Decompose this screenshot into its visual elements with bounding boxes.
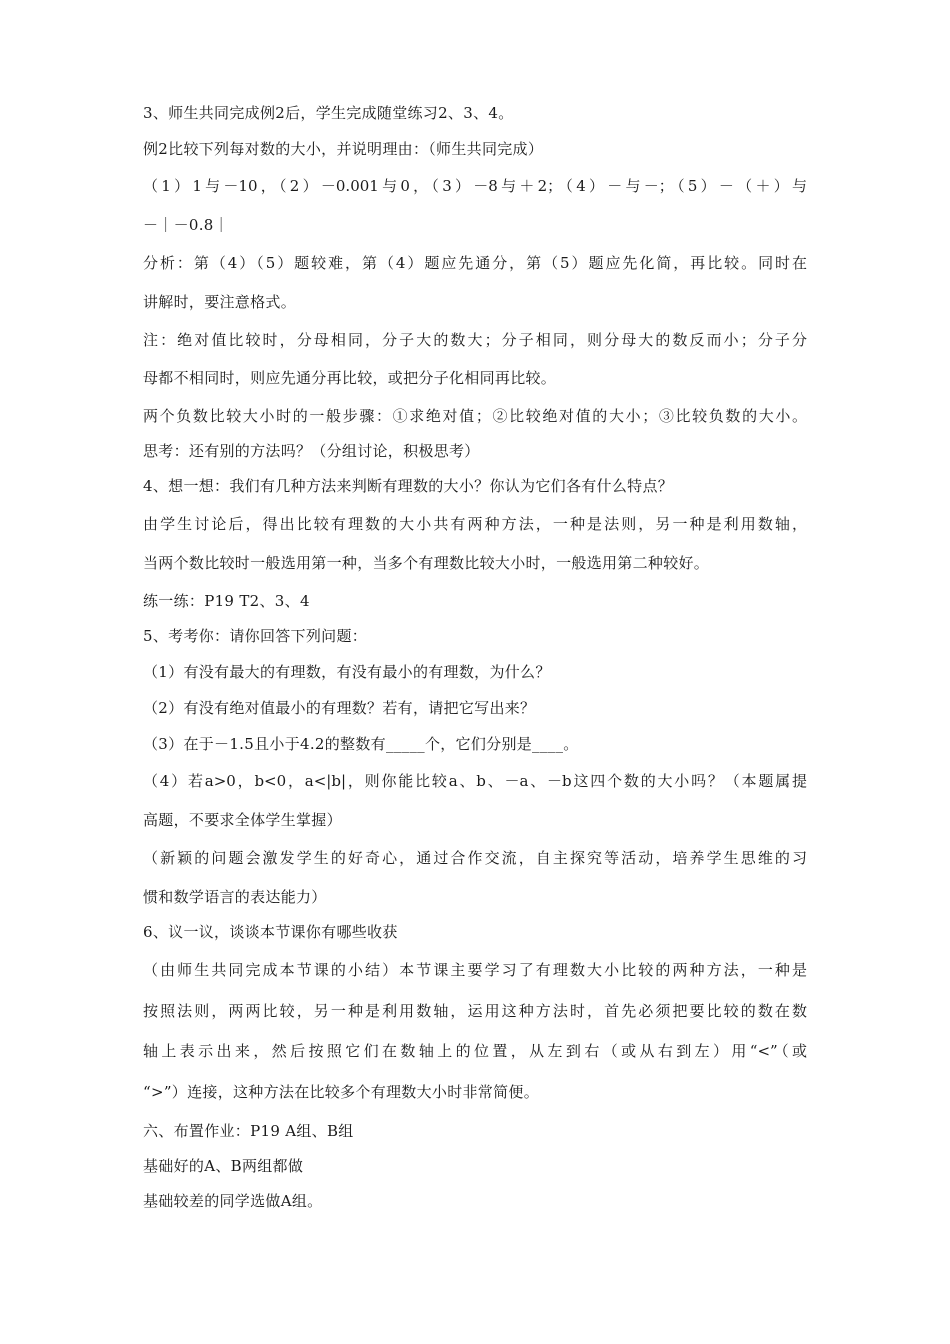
text-line: 例2比较下列每对数的大小，并说明理由：（师生共同完成） xyxy=(143,140,544,158)
text-line: 分析：第（4）（5）题较难，第（4）题应先通分，第（5）题应先化简，再比较。同时在 xyxy=(143,254,807,272)
text-line: 基础好的A、B两组都做 xyxy=(143,1157,304,1175)
text-line: 两个负数比较大小时的一般步骤：①求绝对值；②比较绝对值的大小；③比较负数的大小。 xyxy=(143,407,807,425)
text-line: 3、师生共同完成例2后，学生完成随堂练习2、3、4。 xyxy=(143,104,514,122)
text-line: 练一练：P19 T2、3、4 xyxy=(143,592,310,610)
text-line: 4、想一想：我们有几种方法来判断有理数的大小？你认为它们各有什么特点？ xyxy=(143,477,674,495)
text-line: 讲解时，要注意格式。 xyxy=(143,293,297,311)
text-line: 基础较差的同学选做A组。 xyxy=(143,1192,323,1210)
text-line: 注：绝对值比较时，分母相同，分子大的数大；分子相同，则分母大的数反而小；分子分 xyxy=(143,331,807,349)
text-line: 由学生讨论后，得出比较有理数的大小共有两种方法，一种是法则，另一种是利用数轴， xyxy=(143,515,807,533)
text-line: 轴上表示出来，然后按照它们在数轴上的位置，从左到右（或从右到左）用“<”（或 xyxy=(143,1042,807,1060)
text-line: （1）1与－10，（2）－0.001与0，（3）－8与＋2；（4）－与－；（5）－（＋）与 xyxy=(143,177,807,195)
text-line: 思考：还有别的方法吗？（分组讨论，积极思考） xyxy=(143,442,480,460)
text-line: 高题，不要求全体学生掌握） xyxy=(143,811,342,829)
text-line: （新颖的问题会激发学生的好奇心，通过合作交流，自主探究等活动，培养学生思维的习 xyxy=(143,849,807,867)
text-line: （3）在于－1.5且小于4.2的整数有_____个，它们分别是____。 xyxy=(143,735,579,753)
text-line: 六、布置作业：P19 A组、B组 xyxy=(143,1122,354,1140)
text-line: 5、考考你：请你回答下列问题： xyxy=(143,627,368,645)
text-line: （1）有没有最大的有理数，有没有最小的有理数，为什么？ xyxy=(143,663,551,681)
text-line: 6、议一议，谈谈本节课你有哪些收获 xyxy=(143,923,398,941)
text-line: （由师生共同完成本节课的小结）本节课主要学习了有理数大小比较的两种方法，一种是 xyxy=(143,961,807,979)
text-line: 按照法则，两两比较，另一种是利用数轴，运用这种方法时，首先必须把要比较的数在数 xyxy=(143,1002,807,1020)
text-line: （4）若a>0，b<0，a<|b|，则你能比较a、b、－a、－b这四个数的大小吗？（本题属提 xyxy=(143,772,807,790)
text-line: 母都不相同时，则应先通分再比较，或把分子化相同再比较。 xyxy=(143,369,557,387)
text-line: 当两个数比较时一般选用第一种，当多个有理数比较大小时，一般选用第二种较好。 xyxy=(143,554,710,572)
text-line: 惯和数学语言的表达能力） xyxy=(143,888,327,906)
text-line: （2）有没有绝对值最小的有理数？若有，请把它写出来？ xyxy=(143,699,536,717)
text-line: －｜－0.8｜ xyxy=(143,216,229,234)
text-line: “>”）连接，这种方法在比较多个有理数大小时非常简便。 xyxy=(143,1083,540,1101)
